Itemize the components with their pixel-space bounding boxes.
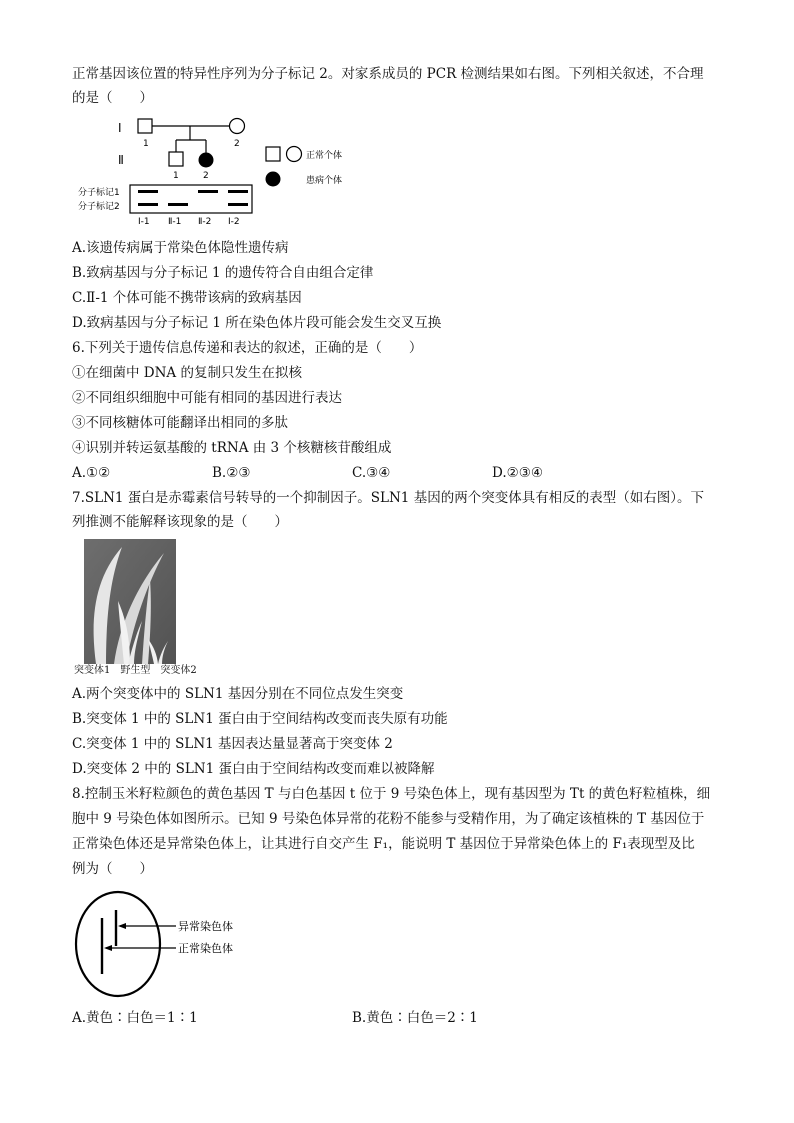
band-m2-lane1 [138,203,158,206]
q5-stem-line1: 正常基因该位置的特异性序列为分子标记 2。对家系成员的 PCR 检测结果如右图。下列相关叙述，不合理 [72,66,704,82]
q6-statement-2: ②不同组织细胞中可能有相同的基因进行表达 [72,390,342,406]
gen-label-1: Ⅰ [118,121,122,135]
q8-options [72,1008,672,1028]
lane-label-3: Ⅱ-2 [198,217,212,227]
q5-option-a: A.该遗传病属于常染色体隐性遗传病 [72,240,289,256]
q7-option-a: A.两个突变体中的 SLN1 基因分别在不同位点发生突变 [72,686,404,702]
cell-outline [76,892,160,996]
band-m2-lane4 [228,203,248,206]
legend-circle-icon [287,147,302,162]
q8-stem-line4: 例为（ ） [72,861,153,877]
q5-option-d: D.致病基因与分子标记 1 所在染色体片段可能会发生交叉互换 [72,315,442,331]
legend-affected-icon [266,172,281,187]
lane-label-2: Ⅱ-1 [168,217,182,227]
q7-option-c: C.突变体 1 中的 SLN1 基因表达量显著高于突变体 2 [72,736,393,752]
gel-box [130,185,252,213]
lane-label-4: Ⅰ-2 [228,217,240,227]
q6-statement-4: ④识别并转运氨基酸的 tRNA 由 3 个核糖核苷酸组成 [72,440,392,456]
individual-II-1-male [169,152,183,166]
band-m1-lane1 [138,190,158,193]
gen-label-2: Ⅱ [118,153,124,167]
q7-option-d: D.突变体 2 中的 SLN1 蛋白由于空间结构改变而难以被降解 [72,761,435,777]
individual-I-1-male [138,119,152,133]
q8-stem-line2: 胞中 9 号染色体如图所示。已知 9 号染色体异常的花粉不能参与受精作用，为了确定该植株的 T 基因位于 [72,811,705,827]
legend-normal-label: 正常个体 [306,151,343,161]
q6-option-c: C.③④ [352,465,391,481]
q5-option-b: B.致病基因与分子标记 1 的遗传符合自由组合定律 [72,265,374,281]
q7-stem-line1: 7.SLN1 蛋白是赤霉素信号转导的一个抑制因子。SLN1 基因的两个突变体具有相反的表型（如右图）。下 [72,490,704,506]
q5-stem-line2: 的是（ ） [72,90,153,106]
ind-num-I-2: 2 [234,139,240,149]
q6-statement-3: ③不同核糖体可能翻译出相同的多肽 [72,415,288,431]
q6-option-b: B.②③ [212,465,251,481]
legend-square-icon [266,147,280,161]
q5-option-c: C.Ⅱ-1 个体可能不携带该病的致病基因 [72,290,302,306]
ind-num-II-2: 2 [203,171,209,181]
band-m1-lane3 [198,190,218,193]
marker2-label: 分子标记2 [78,202,120,212]
q8-option-a: A.黄色∶白色＝1∶1 [72,1010,198,1026]
individual-I-2-female [230,119,245,134]
ind-num-II-1: 1 [173,171,179,181]
legend-affected-label: 患病个体 [306,176,343,186]
q6-options [72,463,712,483]
individual-II-2-affected-female [199,153,214,168]
pedigree-pcr-figure [72,112,372,228]
mutant-figure-caption: 突变体1 野生型 突变体2 [74,665,197,676]
q6-option-d: D.②③④ [492,465,543,481]
q8-stem-line3: 正常染色体还是异常染色体上，让其进行自交产生 F₁，能说明 T 基因位于异常染色体上的 F₁表现型及比 [72,836,695,852]
label-normal-chromosome: 正常染色体 [178,942,233,955]
q7-option-b: B.突变体 1 中的 SLN1 蛋白由于空间结构改变而丧失原有功能 [72,711,448,727]
lane-label-1: Ⅰ-1 [138,217,150,227]
q7-stem-line2: 列推测不能解释该现象的是（ ） [72,514,288,530]
band-m2-lane2 [168,203,188,206]
ind-num-I-1: 1 [143,139,149,149]
marker1-label: 分子标记1 [78,188,120,198]
q8-stem-line1: 8.控制玉米籽粒颜色的黄色基因 T 与白色基因 t 位于 9 号染色体上，现有基因型为 Tt 的黄色籽粒植株，细 [72,786,711,802]
q6-statement-1: ①在细菌中 DNA 的复制只发生在拟核 [72,365,302,381]
q6-stem: 6.下列关于遗传信息传递和表达的叙述，正确的是（ ） [72,340,423,356]
label-abnormal-chromosome: 异常染色体 [178,920,233,933]
chromosome-cell-figure [72,888,244,1000]
mutant-plants-photo [84,539,176,664]
q6-option-a: A.①② [72,465,111,481]
band-m1-lane4 [228,190,248,193]
q8-option-b: B.黄色∶白色＝2∶1 [352,1010,478,1026]
